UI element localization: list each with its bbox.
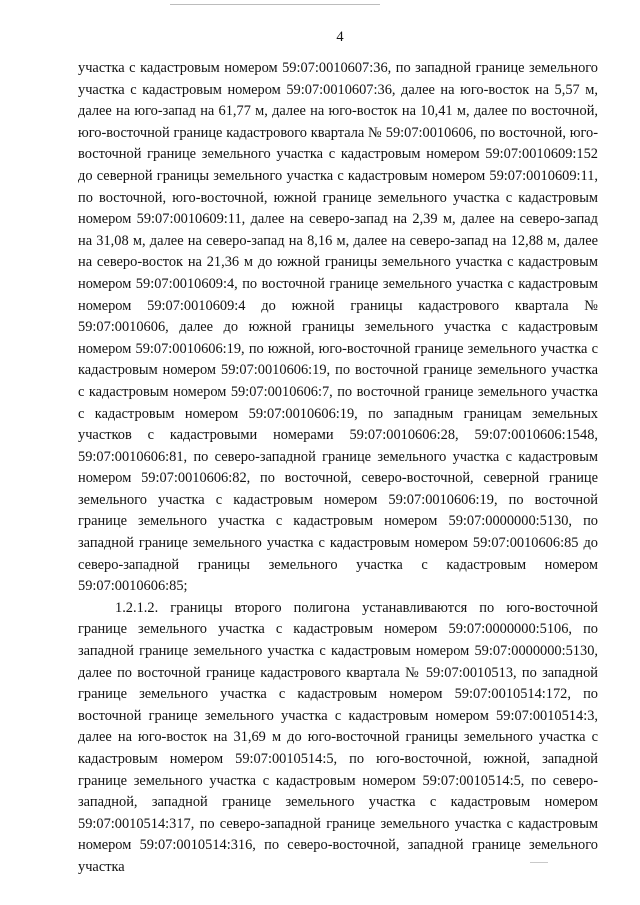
document-body [78,58,598,879]
bottom-scan-mark [530,862,548,863]
paragraph-second-polygon: 1.2.1.2. границы второго полигона устанавливаются по юго-восточной границе земельного участка с кадастровым номером 59:07:0000000:5106, по западной границе земельного участка с кадастровым номером 59:07:0000000:5130, далее по восточной границе кадастрового квартала № 59:07:0010513, по западной границе земельного участка с кадастровым номером 59:07:0010514:172, по восточной границе земельного участка с кадастровым номером 59:07:0010514:3, далее на юго-восток на 31,69 м до юго-восточной границы земельного участка с кадастровым номером 59:07:0010514:5, по юго-восточной, южной, западной границе земельного участка с кадастровым номером 59:07:0010514:5, по северо-западной, западной границе земельного участка с кадастровым номером 59:07:0010514:317, по северо-западной границе земельного участка с кадастровым номером 59:07:0010514:316, по северо-восточной, западной границе земельного участка [78,599,598,875]
paragraph-first-polygon-continuation: участка с кадастровым номером 59:07:0010607:36, по западной границе земельного участка с кадастровым номером 59:07:0010607:36, далее на юго-восток на 5,57 м, далее на юго-запад на 61,77 м, далее на юго-восток на 10,41 м, далее по восточной, юго-восточной границе кадастрового квартала № 59:07:0010606, по восточной, юго-восточной границе земельного участка с кадастровым номером 59:07:0010609:152 до северной границы земельного участка с кадастровым номером 59:07:0010609:11, по восточной, юго-восточной, южной границе земельного участка с кадастровым номером 59:07:0010609:11, далее на северо-запад на 2,39 м, далее на северо-запад на 31,08 м, далее на северо-запад на 8,16 м, далее на северо-запад на 12,88 м, далее на северо-восток на 21,36 м до южной границы земельного участка с кадастровым номером 59:07:0010609:4, по восточной границе земельного участка с кадастровым номером 59:07:0010609:4 до южной границы кадастрового квартала № 59:07:0010606, далее до южной границы земельного участка с кадастровым номером 59:07:0010606:19, по южной, юго-восточной границе земельного участка с кадастровым номером 59:07:0010606:19, по восточной границе земельного участка с кадастровым номером 59:07:0010606:7, по восточной границе земельного участка с кадастровым номером 59:07:0010606:19, по западным границам земельных участков с кадастровыми номерами 59:07:0010606:28, 59:07:0010606:1548, 59:07:0010606:81, по северо-западной границе земельного участка с кадастровым номером 59:07:0010606:82, по восточной, северо-восточной, северной границе земельного участка с кадастровым номером 59:07:0010606:19, по восточной границе земельного участка с кадастровым номером 59:07:0000000:5130, по западной границе земельного участка с кадастровым номером 59:07:0010606:85 до северо-западной границы земельного участка с кадастровым номером 59:07:0010606:85; [78,60,598,595]
page-number: 4 [336,29,344,45]
top-scan-rule [170,4,380,5]
